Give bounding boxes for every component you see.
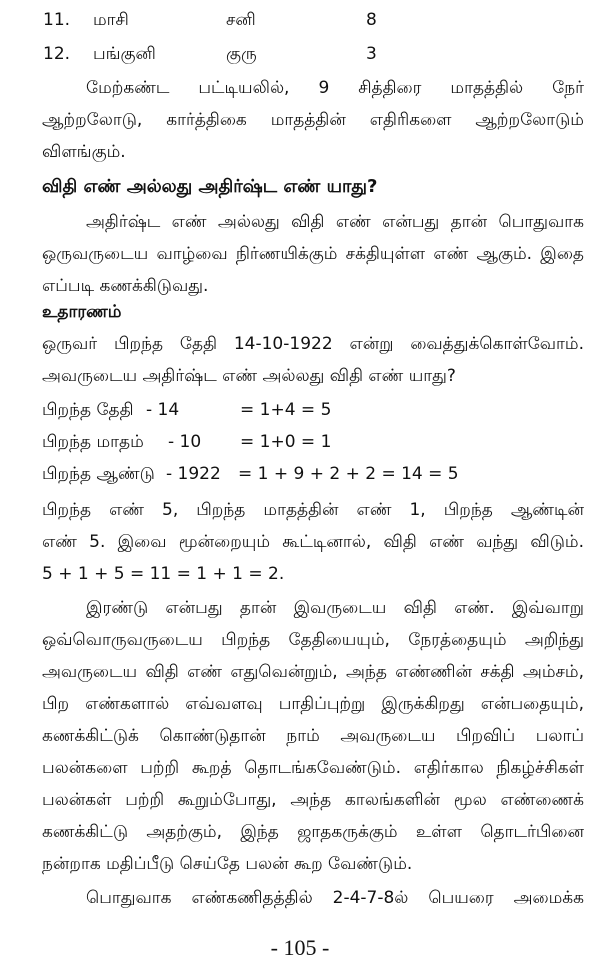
paragraph-line: அவருடைய அதிர்ஷ்ட எண் அல்லது விதி எண் யாது?: [42, 366, 456, 386]
calc-label: பிறந்த மாதம்: [42, 432, 144, 452]
paragraph-line: பலன்கள் பற்றி கூறும்போது, அந்த காலங்களின் மூல எண்ணைக்: [42, 790, 584, 810]
paragraph-line: ஆற்றலோடு, கார்த்திகை மாதத்தின் எதிரிகளை ஆற்றலோடும்: [42, 110, 584, 130]
paragraph-line: அதிர்ஷ்ட எண் அல்லது விதி எண் என்பது தான் பொதுவாக: [86, 212, 584, 232]
calc-result: = 1+4 = 5: [240, 400, 332, 420]
page-number: - 105 -: [270, 935, 330, 960]
calc-result: = 1+0 = 1: [240, 432, 332, 452]
number-value: 3: [366, 44, 377, 64]
paragraph-line: நன்றாக மதிப்பீடு செய்தே பலன் கூற வேண்டும்.: [42, 854, 413, 874]
paragraph-line: விளங்கும்.: [42, 142, 126, 162]
paragraph-line: கணக்கிட்டுக் கொண்டுதான் நாம் அவருடைய பிறவிப் பலாப்: [42, 726, 584, 746]
paragraph-line: அவருடைய விதி எண் எதுவென்றும், அந்த எண்ணின் சக்தி அம்சம்,: [42, 662, 584, 682]
paragraph-line: பொதுவாக எண்கணிதத்தில் 2-4-7-8ல் பெயரை அமைக்க: [86, 888, 584, 908]
calc-result: = 1 + 9 + 2 + 2 = 14 = 5: [238, 464, 459, 484]
paragraph-line: எப்படி கணக்கிடுவது.: [42, 276, 209, 296]
row-number: 12.: [43, 44, 71, 64]
paragraph-line: பலன்களை பற்றி கூறத் தொடங்கவேண்டும். எதிர்கால நிகழ்ச்சிகள்: [42, 758, 584, 778]
calc-label: பிறந்த ஆண்டு: [42, 464, 155, 484]
paragraph-line: ஒவ்வொருவருடைய பிறந்த தேதியையும், நேரத்தையும் அறிந்து: [42, 630, 584, 650]
calc-value: - 1922: [166, 464, 221, 484]
month-name: பங்குனி: [93, 44, 156, 64]
paragraph-line: மேற்கண்ட பட்டியலில், 9 சித்திரை மாதத்தில் நேர்: [86, 78, 584, 98]
number-value: 8: [366, 10, 377, 30]
calc-label: பிறந்த தேதி: [42, 400, 134, 420]
paragraph-line: ஒருவர் பிறந்த தேதி 14-10-1922 என்று வைத்துக்கொள்வோம்.: [42, 334, 584, 354]
section-heading: விதி எண் அல்லது அதிர்ஷ்ட எண் யாது?: [42, 176, 378, 197]
paragraph-line: எண் 5. இவை மூன்றையும் கூட்டினால், விதி எண் வந்து விடும்.: [42, 532, 584, 552]
paragraph-line: ஒருவருடைய வாழ்வை நிர்ணயிக்கும் சக்தியுள்ள எண் ஆகும். இதை: [42, 244, 584, 264]
paragraph-line: பிற எண்களால் எவ்வளவு பாதிப்புற்று இருக்கிறது என்பதையும்,: [42, 694, 584, 714]
planet-name: குரு: [226, 44, 257, 64]
example-heading: உதாரணம்: [42, 302, 122, 322]
row-number: 11.: [43, 10, 71, 30]
paragraph-line: இரண்டு என்பது தான் இவருடைய விதி எண். இவ்வாறு: [86, 598, 584, 618]
calc-value: - 14: [146, 400, 180, 420]
month-name: மாசி: [93, 10, 129, 30]
paragraph-line: பிறந்த எண் 5, பிறந்த மாதத்தின் எண் 1, பிறந்த ஆண்டின்: [42, 500, 584, 520]
calc-value: - 10: [168, 432, 202, 452]
paragraph-line: கணக்கிட்டு அதற்கும், இந்த ஜாதகருக்கும் உள்ள தொடர்பினை: [42, 822, 584, 842]
paragraph-line: 5 + 1 + 5 = 11 = 1 + 1 = 2.: [42, 564, 285, 584]
planet-name: சனி: [226, 10, 256, 30]
